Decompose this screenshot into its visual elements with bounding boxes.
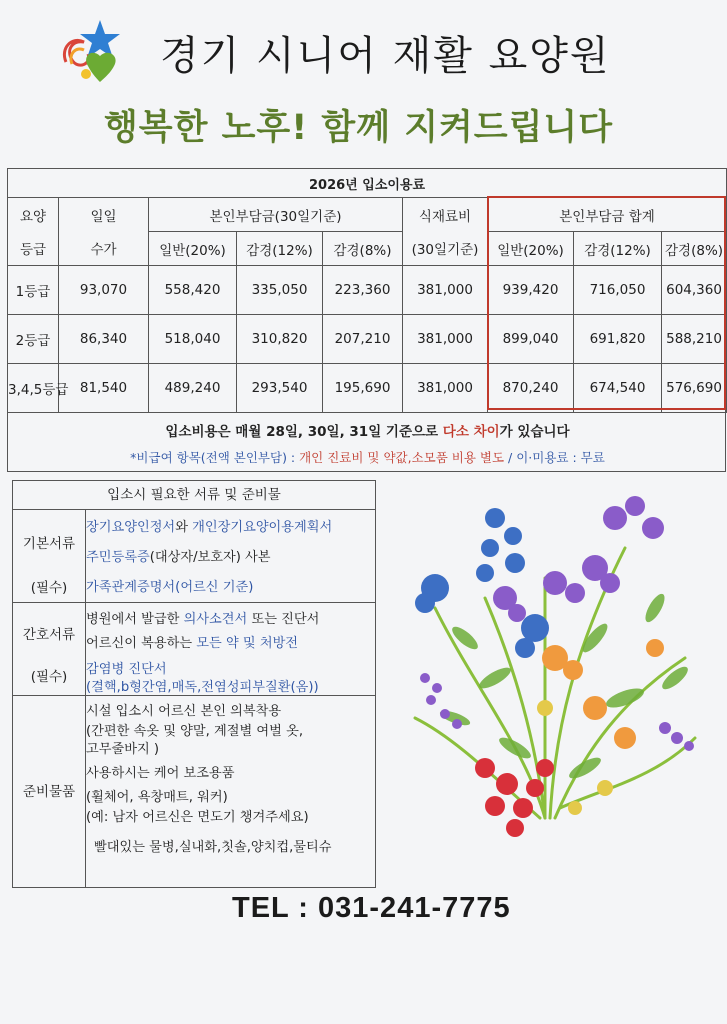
cell-total-12: 674,540 [574,364,662,413]
cell-meal: 381,000 [403,315,488,364]
cell-daily: 81,540 [59,364,149,413]
header-reduced-8: 감경(8%) [323,232,403,266]
list-item: (예: 남자 어르신은 면도기 챙겨주세요) [86,810,309,825]
header-self-pay: 본인부담금(30일기준) [149,198,403,232]
cell-reduced-8: 223,360 [323,266,403,315]
required-label: (필수) [30,580,68,596]
cost-variation-note [8,420,727,440]
cell-reduced-12: 310,820 [237,315,323,364]
list-item: 고무줄바지 ) [86,742,160,757]
cell-total-8: 588,210 [662,315,727,364]
header-total: 본인부담금 합계 [488,198,727,232]
list-item: 사용하시는 케어 보조용품 [86,766,235,781]
cell-total-20: 939,420 [488,266,574,315]
list-item: (휠체어, 욕창매트, 워커) [86,790,228,805]
header-total-general-20: 일반(20%) [488,232,574,266]
cell-general-20: 558,420 [149,266,237,315]
section-label: 간호서류 [22,627,76,643]
list-item: 어르신이 복용하는 모든 약 및 처방전 [86,636,299,651]
cell-meal: 381,000 [403,266,488,315]
page-title: 경기 시니어 재활 요양원 [160,33,611,79]
header-daily-bottom: 수가 [59,232,149,266]
header-total-reduced-8: 감경(8%) [662,232,727,266]
star-heart-logo-icon [58,18,130,84]
telephone-number: TEL : 031-241-7775 [232,892,511,924]
list-item: 병원에서 발급한 의사소견서 또는 진단서 [86,612,320,627]
cell-daily: 86,340 [59,315,149,364]
fee-table-section [7,168,726,472]
header-reduced-12: 감경(12%) [237,232,323,266]
header-meal-top: 식재료비 [403,198,488,232]
note-highlight: 개인 진료비 및 약값,소모품 비용 별도 [299,450,505,465]
cell-grade: 1등급 [8,266,59,315]
cell-grade: 3,4,5등급 [8,364,59,413]
section-label: 준비물품 [22,784,76,800]
note-text: *비급여 항목(전액 본인부담) : [130,450,300,465]
fee-table [7,168,727,413]
documents-header: 입소시 필요한 서류 및 준비물 [13,481,375,510]
cell-total-12: 716,050 [574,266,662,315]
required-label: (필수) [30,669,68,685]
non-covered-items-note [8,448,727,466]
cell-general-20: 489,240 [149,364,237,413]
note-highlight: 다소 차이 [442,424,500,440]
note-text: 입소비용은 매월 28일, 30일, 31일 기준으로 [165,424,443,440]
cell-reduced-8: 195,690 [323,364,403,413]
header-daily-top: 일일 [59,198,149,232]
header-meal-bottom: (30일기준) [403,232,488,266]
table-row [8,315,727,364]
table-row [8,266,727,315]
list-item: 감염병 진단서 [86,662,167,677]
cell-meal: 381,000 [403,364,488,413]
page-subtitle: 행복한 노후! 함께 지켜드립니다 [104,108,614,148]
list-item: 장기요양인정서와 개인장기요양이용계획서 [86,520,333,535]
cell-general-20: 518,040 [149,315,237,364]
cell-total-20: 899,040 [488,315,574,364]
cell-total-8: 604,360 [662,266,727,315]
section-label: 기본서류 [22,536,76,552]
list-item: 빨대있는 물병,실내화,칫솔,양치컵,물티슈 [94,840,332,855]
table-row [8,364,727,413]
list-item: (간편한 속옷 및 양말, 계절별 여벌 옷, [86,724,304,739]
header-total-reduced-12: 감경(12%) [574,232,662,266]
documents-table [12,480,376,888]
cell-grade: 2등급 [8,315,59,364]
list-item: (결핵,b형간염,매독,전염성피부질환(옴)) [86,680,319,695]
list-item: 주민등록증(대상자/보호자) 사본 [86,550,271,565]
fee-table-caption: 2026년 입소이용료 [8,169,727,198]
nursing-documents-section [13,603,375,696]
header-grade-top: 요양 [8,198,59,232]
cell-reduced-8: 207,210 [323,315,403,364]
list-item: 시설 입소시 어르신 본인 의복착용 [86,704,282,719]
fee-table-notes [7,410,726,472]
cell-total-12: 691,820 [574,315,662,364]
flower-bouquet-illustration [395,488,720,848]
header-general-20: 일반(20%) [149,232,237,266]
header-grade-bottom: 등급 [8,232,59,266]
basic-documents-section [13,510,375,603]
list-item: 가족관계증명서(어르신 기준) [86,580,254,595]
note-text: 가 있습니다 [499,424,570,440]
cell-total-20: 870,240 [488,364,574,413]
cell-daily: 93,070 [59,266,149,315]
note-text: / 이·미용료 : 무료 [504,450,605,465]
cell-reduced-12: 293,540 [237,364,323,413]
supplies-section [13,696,375,887]
cell-reduced-12: 335,050 [237,266,323,315]
cell-total-8: 576,690 [662,364,727,413]
